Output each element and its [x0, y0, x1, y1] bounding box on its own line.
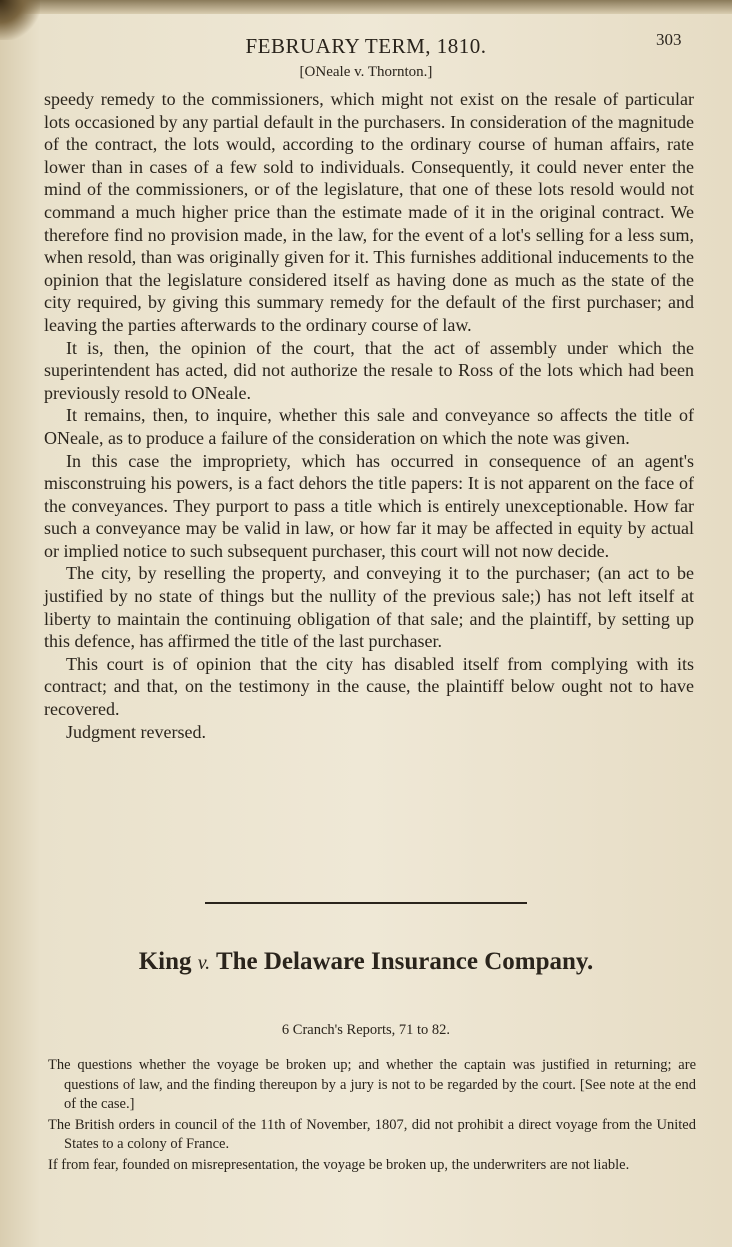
headnote: If from fear, founded on misrepresentation, the voyage be broken up, the underwriters are not liable. — [48, 1156, 630, 1173]
case-title — [0, 948, 732, 976]
page-number: 303 — [656, 30, 682, 49]
paragraph: It remains, then, to inquire, whether this sale and conveyance so affects the title of ONeale, as to produce a failure of the consideration on which the note was given. — [44, 405, 694, 448]
case-citation: 6 Cranch's Reports, 71 to 82. — [281, 1022, 451, 1038]
paragraph: This court is of opinion that the city has disabled itself from complying with its contract; and that, on the testimony in the cause, the plaintiff below ought not to have recovered. — [44, 653, 694, 720]
paragraph: In this case the impropriety, which has occurred in consequence of an agent's misconstruing his powers, is a fact dehors the title papers: It is not apparent on the face of the conveyances. They purport to pass a title which is entirely unexceptionable. How far such a conveyance may be valid in law, or how far it may be affected in equity by actual or implied notice to such subsequent purchaser, this court will not now decide. — [44, 450, 694, 561]
case-caption: [ONeale v. Thornton.] — [299, 64, 433, 80]
running-title: FEBRUARY TERM, 1810. — [245, 34, 487, 58]
section-divider — [205, 902, 527, 904]
paragraph: It is, then, the opinion of the court, that the act of assembly under which the superintendent has acted, did not authorize the resale to Ross of the lots which had been previously resold to ONeale. — [44, 337, 694, 403]
case-title-defendant: The Delaware Insurance Company. — [215, 948, 594, 975]
paragraph: The city, by reselling the property, and conveying it to the purchaser; (an act to be justified by no state of things but the nullity of the previous sale;) has not left itself at liberty to maintain the continuing obligation of that sale; and the plaintiff, by setting up this defence, has affirmed the title of the last purchaser. — [44, 563, 694, 652]
case-title-plaintiff: King — [138, 948, 192, 975]
page-top-shadow — [0, 0, 732, 14]
headnote: The British orders in council of the 11th of November, 1807, did not prohibit a direct voyage from the United States to a colony of France. — [48, 1116, 696, 1152]
opinion-body — [44, 88, 694, 743]
judgment-line: Judgment reversed. — [66, 721, 206, 742]
headnotes — [48, 1056, 696, 1176]
case-title-versus: v. — [197, 952, 211, 974]
paragraph: speedy remedy to the commissioners, which might not exist on the resale of particular lots occasioned by any partial default in the purchasers. In consideration of the magnitude of the contract, the lots would, according to the ordinary course of human affairs, rate lower than in cases of a few sold to individuals. Consequently, it could never enter the mind of the commissioners, or of the legislature, that one of these lots resold would not command a much higher price than the estimate made of it in the original contract. We therefore find no provision made, in the law, for the event of a lot's selling for a less sum, when resold, than was originally given for it. This furnishes additional inducements to the opinion that the legislature considered itself as having done as much as the state of the city required, by giving this summary remedy for the default of the first purchaser; and leaving the parties afterwards to the ordinary course of law. — [44, 89, 694, 335]
headnote: The questions whether the voyage be broken up; and whether the captain was justified in returning; are questions of law, and the finding thereupon by a jury is not to be regarded by the court. [See note at the end of the case.] — [48, 1057, 696, 1112]
